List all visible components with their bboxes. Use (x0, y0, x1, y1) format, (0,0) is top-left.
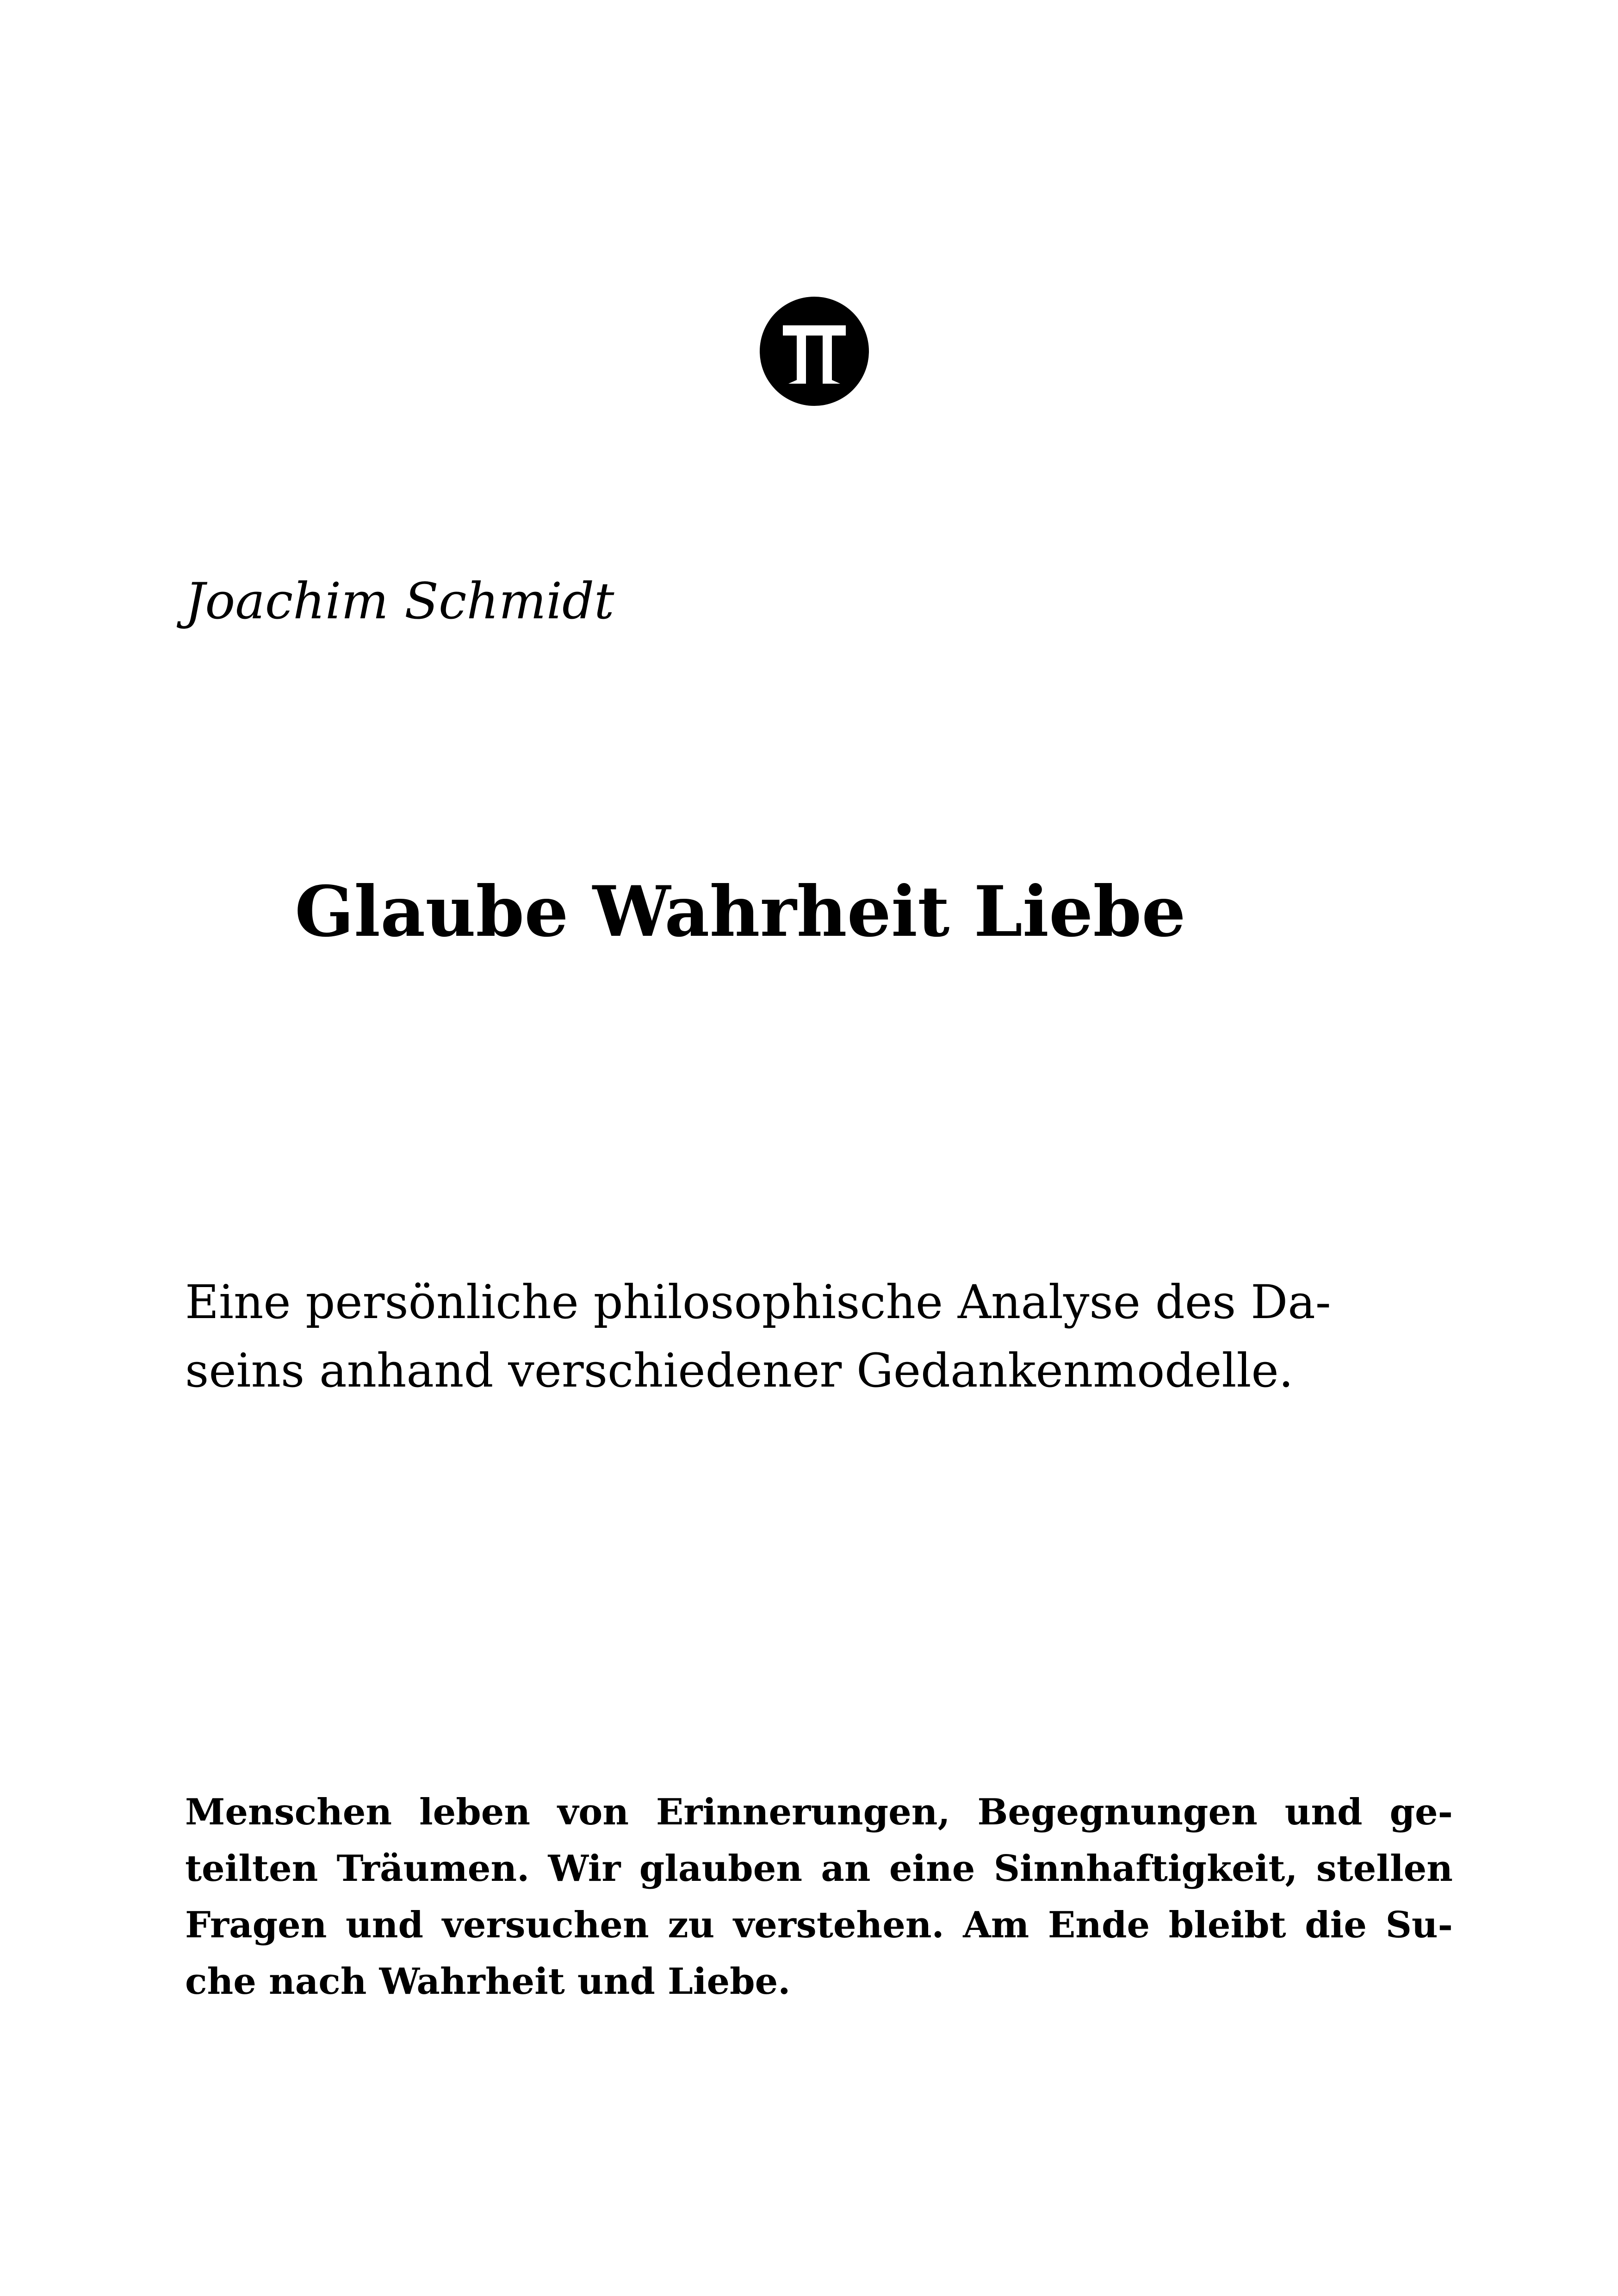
subtitle-line: Eine persönliche philosophische Analyse des Da- (185, 1275, 1331, 1329)
blurb-line: teilten Träumen. Wir glauben an eine Sinnhaftigkeit, stellen (185, 1848, 1453, 1890)
author-name: Joachim Schmidt (185, 572, 614, 630)
subtitle-line: seins anhand verschiedener Gedankenmodelle. (185, 1344, 1294, 1398)
book-subtitle (185, 1268, 1370, 1405)
publisher-logo-icon (760, 297, 869, 406)
blurb-line: che nach Wahrheit und Liebe. (185, 1960, 791, 2003)
blurb-paragraph (185, 1784, 1453, 2010)
book-title: Glaube Wahrheit Liebe (295, 871, 1186, 952)
blurb-line: Menschen leben von Erinnerungen, Begegnungen und ge- (185, 1791, 1453, 1833)
blurb-line: Fragen und versuchen zu verstehen. Am Ende bleibt die Su- (185, 1904, 1453, 1946)
